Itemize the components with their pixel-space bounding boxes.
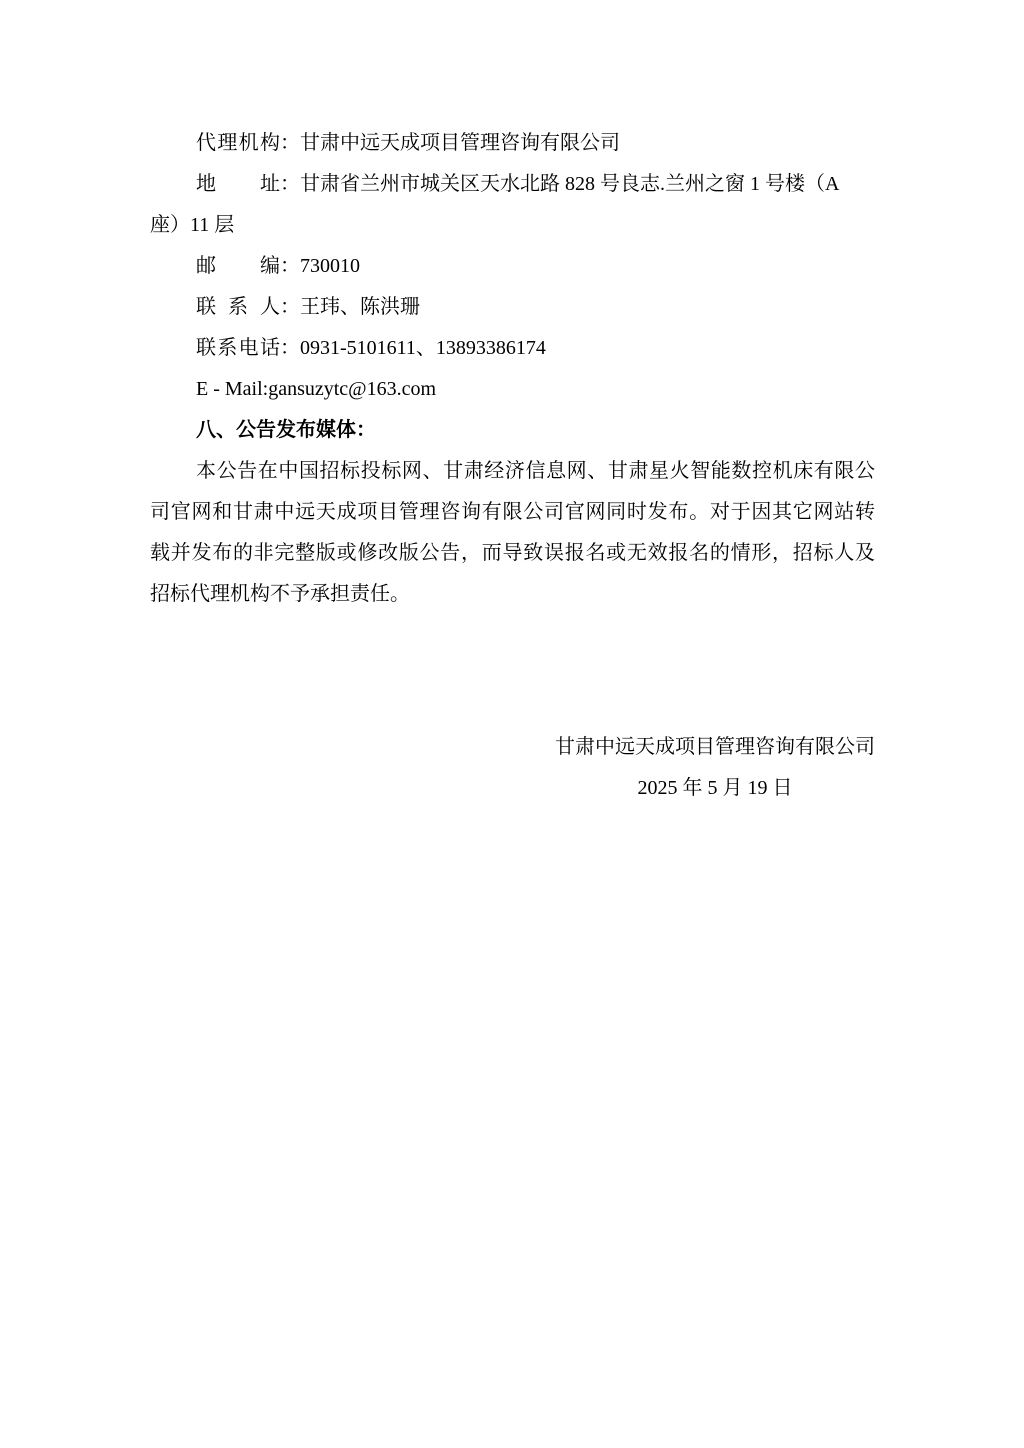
signature-date: 2025 年 5 月 19 日 [637, 777, 793, 799]
announcement-line: 载并发布的非完整版或修改版公告，而导致误报名或无效报名的情形，招标人及 [150, 542, 875, 564]
address-label: 地址 [196, 173, 280, 195]
address-line-1 [150, 164, 875, 205]
contact-person-line [150, 287, 875, 328]
postcode-label: 邮编 [196, 255, 280, 277]
contact-person-label: 联系人 [196, 296, 280, 318]
phone-label: 联系电话 [196, 337, 280, 359]
signature-inner [555, 727, 875, 809]
agency-line [150, 123, 875, 164]
contact-person-colon: ： [280, 296, 300, 318]
postcode-colon: ： [280, 255, 300, 277]
postcode-value: 730010 [300, 255, 360, 277]
phone-value: 0931-5101611、13893386174 [300, 337, 546, 359]
announcement-paragraph [150, 451, 875, 615]
phone-colon: ： [280, 337, 300, 359]
address-value-line2: 座）11 层 [150, 214, 235, 236]
announcement-line: 本公告在中国招标投标网、甘肃经济信息网、甘肃星火智能数控机床有限公 [196, 460, 875, 482]
announcement-line: 招标代理机构不予承担责任。 [150, 583, 410, 605]
section-heading: 八、公告发布媒体： [196, 419, 376, 441]
email-value: E - Mail:gansuzytc@163.com [196, 378, 437, 400]
agency-value: 甘肃中远天成项目管理咨询有限公司 [300, 132, 620, 154]
agency-label: 代理机构 [196, 132, 280, 154]
email-line [150, 369, 875, 410]
announcement-line: 司官网和甘肃中远天成项目管理咨询有限公司官网同时发布。对于因其它网站转 [150, 501, 875, 523]
address-colon: ： [280, 173, 300, 195]
phone-line [150, 328, 875, 369]
document-content [150, 123, 875, 809]
signature-company: 甘肃中远天成项目管理咨询有限公司 [555, 736, 875, 758]
contact-person-value: 王玮、陈洪珊 [300, 296, 420, 318]
signature-block [150, 727, 875, 809]
address-value-line1: 甘肃省兰州市城关区天水北路 828 号良志.兰州之窗 1 号楼（A [300, 173, 840, 195]
address-line-2 [150, 205, 875, 246]
agency-colon: ： [280, 132, 300, 154]
postcode-line [150, 246, 875, 287]
